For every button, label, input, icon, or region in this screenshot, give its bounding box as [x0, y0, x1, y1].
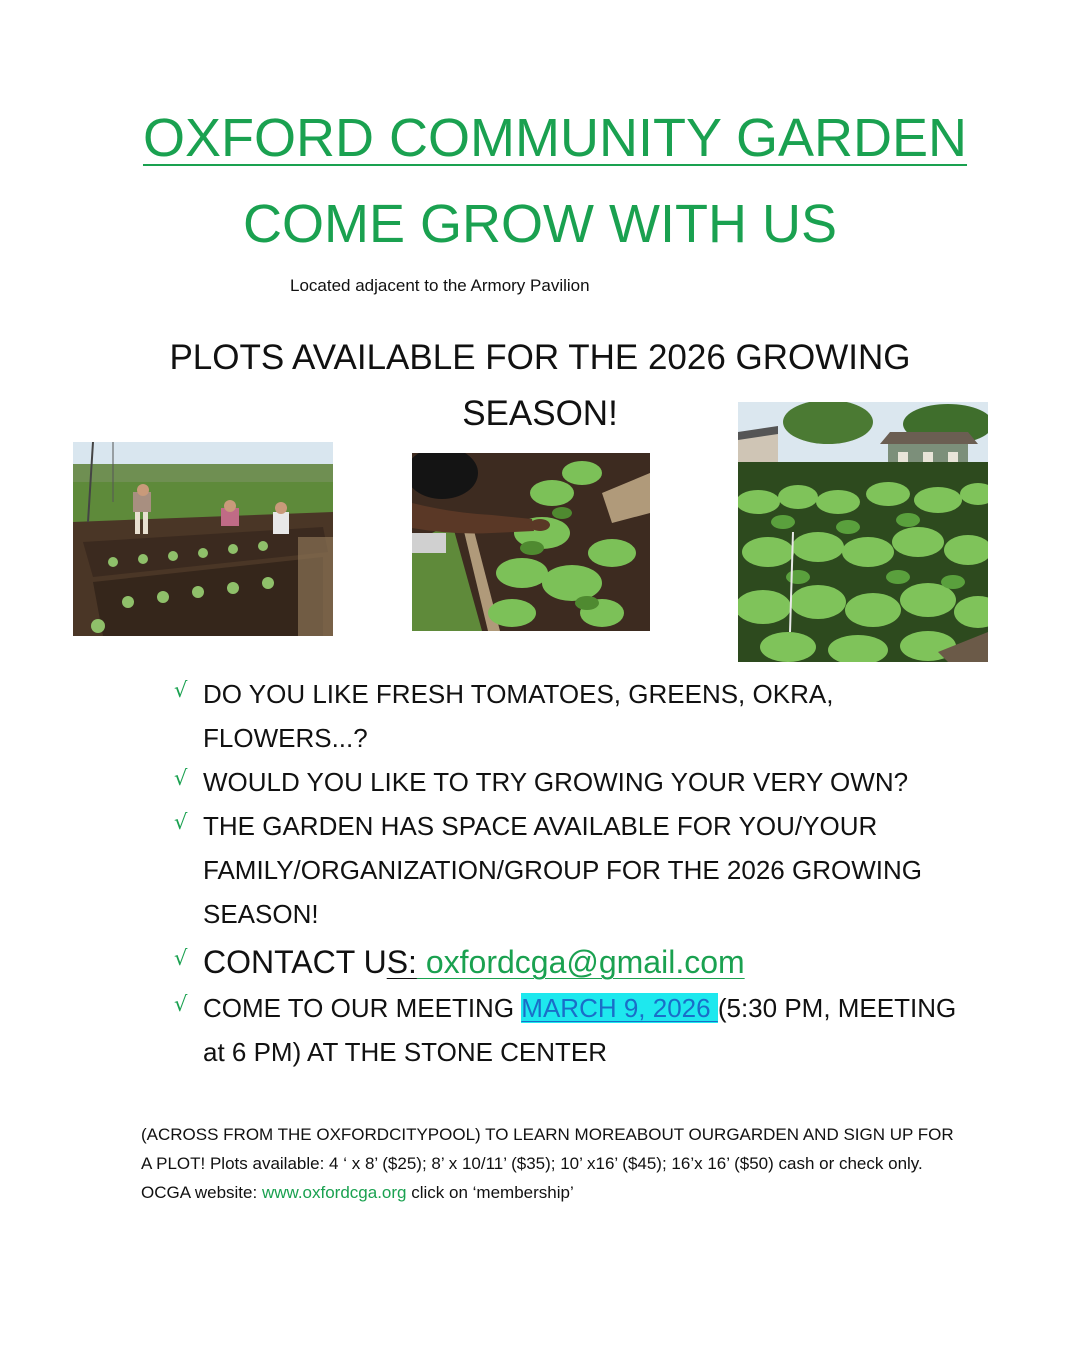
check-icon: √: [174, 678, 188, 702]
bullet-contact: [174, 938, 974, 986]
garden-photo-beds-and-shed: [738, 402, 988, 662]
bullet-text: THE GARDEN HAS SPACE AVAILABLE FOR YOU/YOUR FAMILY/ORGANIZATION/GROUP FOR THE 2026 GROWING SEASON!: [203, 811, 922, 929]
details-text-tail: click on ‘membership’: [406, 1183, 574, 1202]
contact-label-tail: S:: [386, 944, 417, 980]
photo-1-illustration: [73, 442, 333, 636]
details-paragraph: [141, 1120, 961, 1207]
title-line-1-text: OXFORD COMMUNITY GARDEN: [142, 108, 968, 168]
photo-3-illustration: [738, 402, 988, 662]
bullet-grow-your-own: [174, 760, 974, 804]
check-icon: √: [174, 946, 188, 970]
garden-photo-volunteers-planting: [73, 442, 333, 636]
meeting-suffix: (5:30 PM, MEETING at 6 PM) AT THE STONE CENTER: [203, 993, 957, 1067]
bullet-fresh-produce: [174, 672, 974, 760]
bullet-list: [174, 672, 974, 1074]
bullet-space-available: [174, 804, 974, 936]
photo-2-illustration: [412, 453, 650, 631]
details-text: (ACROSS FROM THE OXFORDCITYPOOL) TO LEARN MOREABOUT OURGARDEN AND SIGN UP FOR A PLOT! Plots available: 4 ‘ x 8’ ($25); 8’ x 10/11’ ($35); 10’ x16’ ($45); 16’x 16’ ($50) cash or check only. OCGA website:: [141, 1125, 954, 1202]
check-icon: √: [174, 766, 188, 790]
bullet-text: WOULD YOU LIKE TO TRY GROWING YOUR VERY OWN?: [203, 767, 909, 797]
plots-heading: PLOTS AVAILABLE FOR THE 2026 GROWING SEASON!: [169, 338, 911, 433]
website-link[interactable]: www.oxfordcga.org: [261, 1183, 407, 1202]
contact-email-link[interactable]: oxfordcga@gmail.com: [416, 944, 745, 980]
bullet-meeting: [174, 986, 974, 1074]
meeting-date-highlight: MARCH 9, 2026: [521, 993, 718, 1023]
bullet-text: DO YOU LIKE FRESH TOMATOES, GREENS, OKRA, FLOWERS...?: [203, 679, 834, 753]
garden-photo-bean-plants-closeup: [412, 453, 650, 631]
check-icon: √: [174, 992, 188, 1016]
location-note: Located adjacent to the Armory Pavilion: [290, 276, 590, 295]
contact-label: CONTACT U: [203, 944, 387, 980]
check-icon: √: [174, 810, 188, 834]
title-line-1: [0, 104, 1080, 172]
meeting-prefix: COME TO OUR MEETING: [203, 993, 522, 1023]
title-line-2: COME GROW WITH US: [243, 194, 837, 254]
